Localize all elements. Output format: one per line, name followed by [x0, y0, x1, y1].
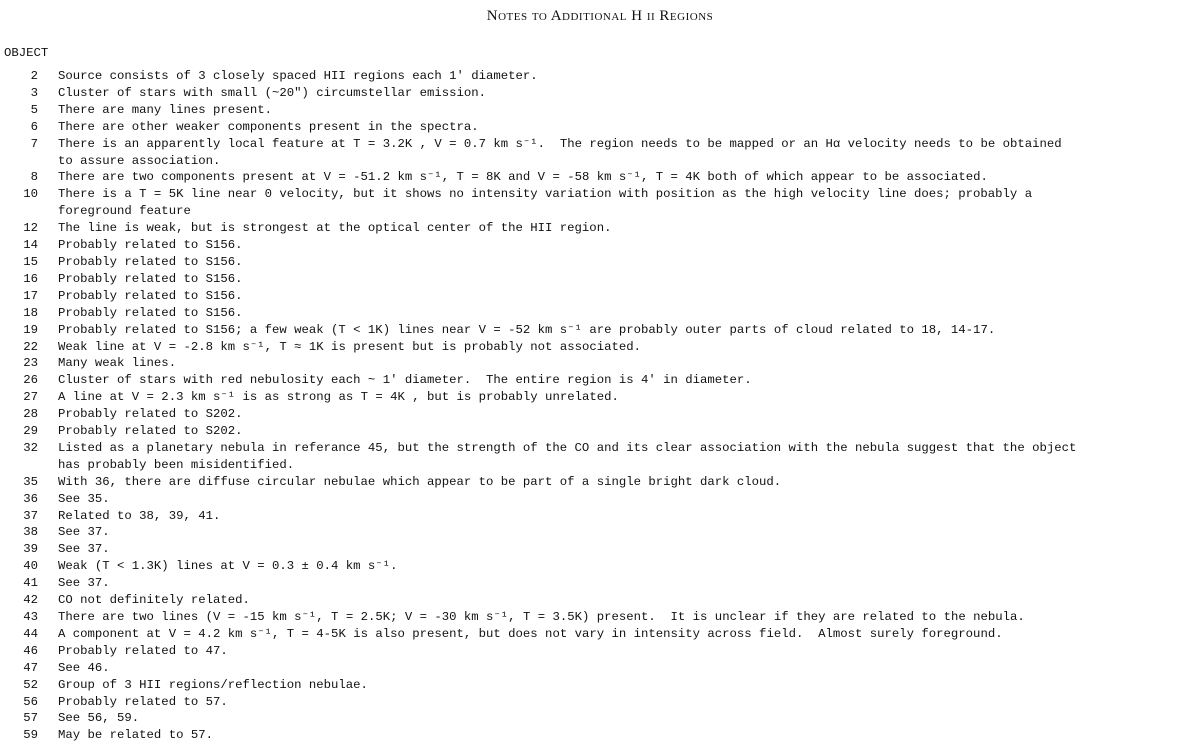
note-text: Group of 3 HII regions/reflection nebulae.	[58, 677, 368, 692]
object-number: 2	[30, 69, 38, 83]
note-text: Probably related to S156.	[58, 305, 243, 320]
note-row	[0, 541, 1200, 558]
object-number: 10	[23, 187, 38, 202]
note-text: Weak line at V = -2.8 km s⁻¹, T ≈ 1K is present but is probably not associated.	[58, 339, 641, 354]
note-row	[0, 102, 1200, 119]
note-row	[0, 136, 1200, 153]
note-row	[0, 305, 1200, 322]
note-text: Probably related to S156.	[58, 288, 243, 303]
note-row	[0, 508, 1200, 525]
object-number: 3	[30, 85, 38, 100]
object-number: 27	[23, 390, 38, 405]
note-row	[0, 694, 1200, 711]
object-number: 29	[23, 424, 38, 439]
object-number	[0, 153, 58, 170]
page-title: Notes to Additional H ii Regions	[486, 8, 714, 24]
note-row	[0, 643, 1200, 660]
note-text: See 37.	[58, 542, 110, 557]
object-number: 59	[23, 728, 38, 743]
note-row	[0, 491, 1200, 508]
note-text: Probably related to S156.	[58, 238, 243, 253]
object-number: 36	[23, 491, 38, 506]
note-row	[0, 186, 1200, 203]
object-number: 43	[23, 610, 38, 624]
note-row	[0, 575, 1200, 592]
note-text: Listed as a planetary nebula in referance 45, but the strength of the CO and its clear association with the nebula suggest that the object	[58, 440, 1077, 455]
object-number: 38	[23, 525, 38, 540]
object-number: 7	[30, 136, 38, 151]
object-number: 28	[23, 407, 38, 422]
object-number: 5	[30, 102, 38, 117]
note-row	[0, 626, 1200, 643]
note-text: With 36, there are diffuse circular nebulae which appear to be part of a single bright dark cloud.	[58, 474, 782, 489]
note-text: CO not definitely related.	[58, 593, 250, 608]
object-number: 14	[23, 238, 38, 253]
object-number: 44	[23, 626, 38, 641]
note-row	[0, 119, 1200, 136]
note-row	[0, 558, 1200, 575]
note-row	[0, 440, 1200, 457]
object-number: 40	[23, 559, 38, 574]
note-row	[0, 322, 1200, 339]
object-number: 37	[23, 508, 38, 523]
object-number: 26	[23, 373, 38, 388]
note-text: Probably related to S202.	[58, 424, 243, 439]
note-text: There are many lines present.	[58, 102, 273, 117]
note-row	[0, 271, 1200, 288]
note-text: Probably related to 47.	[58, 643, 228, 658]
note-text: Cluster of stars with red nebulosity each ~ 1' diameter. The entire region is 4' in diameter.	[58, 373, 752, 388]
object-number	[0, 457, 58, 474]
note-row	[0, 220, 1200, 237]
object-number: 41	[23, 576, 38, 591]
object-number: 32	[23, 440, 38, 455]
note-text: Probably related to S156.	[58, 254, 243, 269]
object-number: 42	[23, 593, 38, 608]
note-text: has probably been misidentified.	[58, 457, 295, 472]
note-text: There are other weaker components present in the spectra.	[58, 119, 479, 134]
object-number: 17	[23, 288, 38, 303]
note-row	[0, 524, 1200, 541]
note-text: There is a T = 5K line near 0 velocity, but it shows no intensity variation with position as the high velocity line does; probably a	[58, 187, 1033, 202]
note-row	[0, 339, 1200, 356]
note-row	[0, 474, 1200, 491]
object-number: 47	[23, 660, 38, 675]
note-row	[0, 406, 1200, 423]
note-text: See 56, 59.	[58, 711, 140, 726]
column-header: OBJECT	[4, 46, 49, 60]
note-text: Probably related to S156.	[58, 271, 243, 286]
object-number: 52	[23, 677, 38, 692]
object-number: 8	[30, 170, 38, 185]
object-number: 22	[23, 339, 38, 354]
note-row	[0, 423, 1200, 440]
note-text: See 37.	[58, 576, 110, 591]
note-row	[0, 169, 1200, 186]
note-text: See 46.	[58, 660, 110, 675]
note-text: Source consists of 3 closely spaced HII regions each 1' diameter.	[58, 69, 538, 83]
note-row	[0, 457, 1200, 474]
object-number: 12	[23, 221, 38, 236]
note-text: Related to 38, 39, 41.	[58, 508, 221, 523]
note-text: Probably related to S156; a few weak (T < 1K) lines near V = -52 km s⁻¹ are probably outer parts of cloud related to 18, 14-17.	[58, 322, 996, 337]
note-text: There are two lines (V = -15 km s⁻¹, T = 2.5K; V = -30 km s⁻¹, T = 3.5K) present. It is unclear if they are related to the nebula.	[58, 610, 1025, 624]
object-number: 16	[23, 271, 38, 286]
object-number: 57	[23, 711, 38, 726]
object-number	[0, 203, 58, 220]
note-text: The line is weak, but is strongest at the optical center of the HII region.	[58, 221, 612, 236]
note-text: There are two components present at V = -51.2 km s⁻¹, T = 8K and V = -58 km s⁻¹, T = 4K both of which appear to be associated.	[58, 170, 988, 185]
note-row	[0, 660, 1200, 677]
object-number: 23	[23, 356, 38, 371]
object-number: 19	[23, 322, 38, 337]
note-text: A line at V = 2.3 km s⁻¹ is as strong as T = 4K , but is probably unrelated.	[58, 390, 619, 405]
note-text: to assure association.	[58, 153, 221, 168]
object-number: 46	[23, 643, 38, 658]
note-row	[0, 237, 1200, 254]
note-row	[0, 254, 1200, 271]
note-row	[0, 355, 1200, 372]
note-text: foreground feature	[58, 204, 191, 219]
object-number: 35	[23, 474, 38, 489]
note-row	[0, 85, 1200, 102]
note-text: Probably related to 57.	[58, 694, 228, 709]
note-text: A component at V = 4.2 km s⁻¹, T = 4-5K is also present, but does not vary in intensity across field. Almost surely foreground.	[58, 626, 1003, 641]
note-row	[0, 609, 1200, 626]
note-text: Cluster of stars with small (~20") circumstellar emission.	[58, 85, 487, 100]
object-number: 15	[23, 254, 38, 269]
object-number: 56	[23, 694, 38, 709]
note-text: May be related to 57.	[58, 728, 213, 743]
notes-list	[0, 68, 1200, 744]
note-row	[0, 592, 1200, 609]
note-row	[0, 677, 1200, 694]
note-row	[0, 727, 1200, 744]
note-text: Many weak lines.	[58, 356, 177, 371]
note-text: There is an apparently local feature at T = 3.2K , V = 0.7 km s⁻¹. The region needs to be mapped or an Hα velocity needs to be obtained	[58, 136, 1062, 151]
note-row	[0, 153, 1200, 170]
note-text: Probably related to S202.	[58, 407, 243, 422]
object-number: 18	[23, 305, 38, 320]
note-text: Weak (T < 1.3K) lines at V = 0.3 ± 0.4 km s⁻¹.	[58, 559, 398, 574]
object-number: 6	[30, 119, 38, 134]
note-row	[0, 68, 1200, 85]
note-row	[0, 389, 1200, 406]
note-row	[0, 288, 1200, 305]
object-number: 39	[23, 542, 38, 557]
note-text: See 35.	[58, 491, 110, 506]
note-row	[0, 710, 1200, 727]
note-row	[0, 372, 1200, 389]
note-text: See 37.	[58, 525, 110, 540]
note-row	[0, 203, 1200, 220]
